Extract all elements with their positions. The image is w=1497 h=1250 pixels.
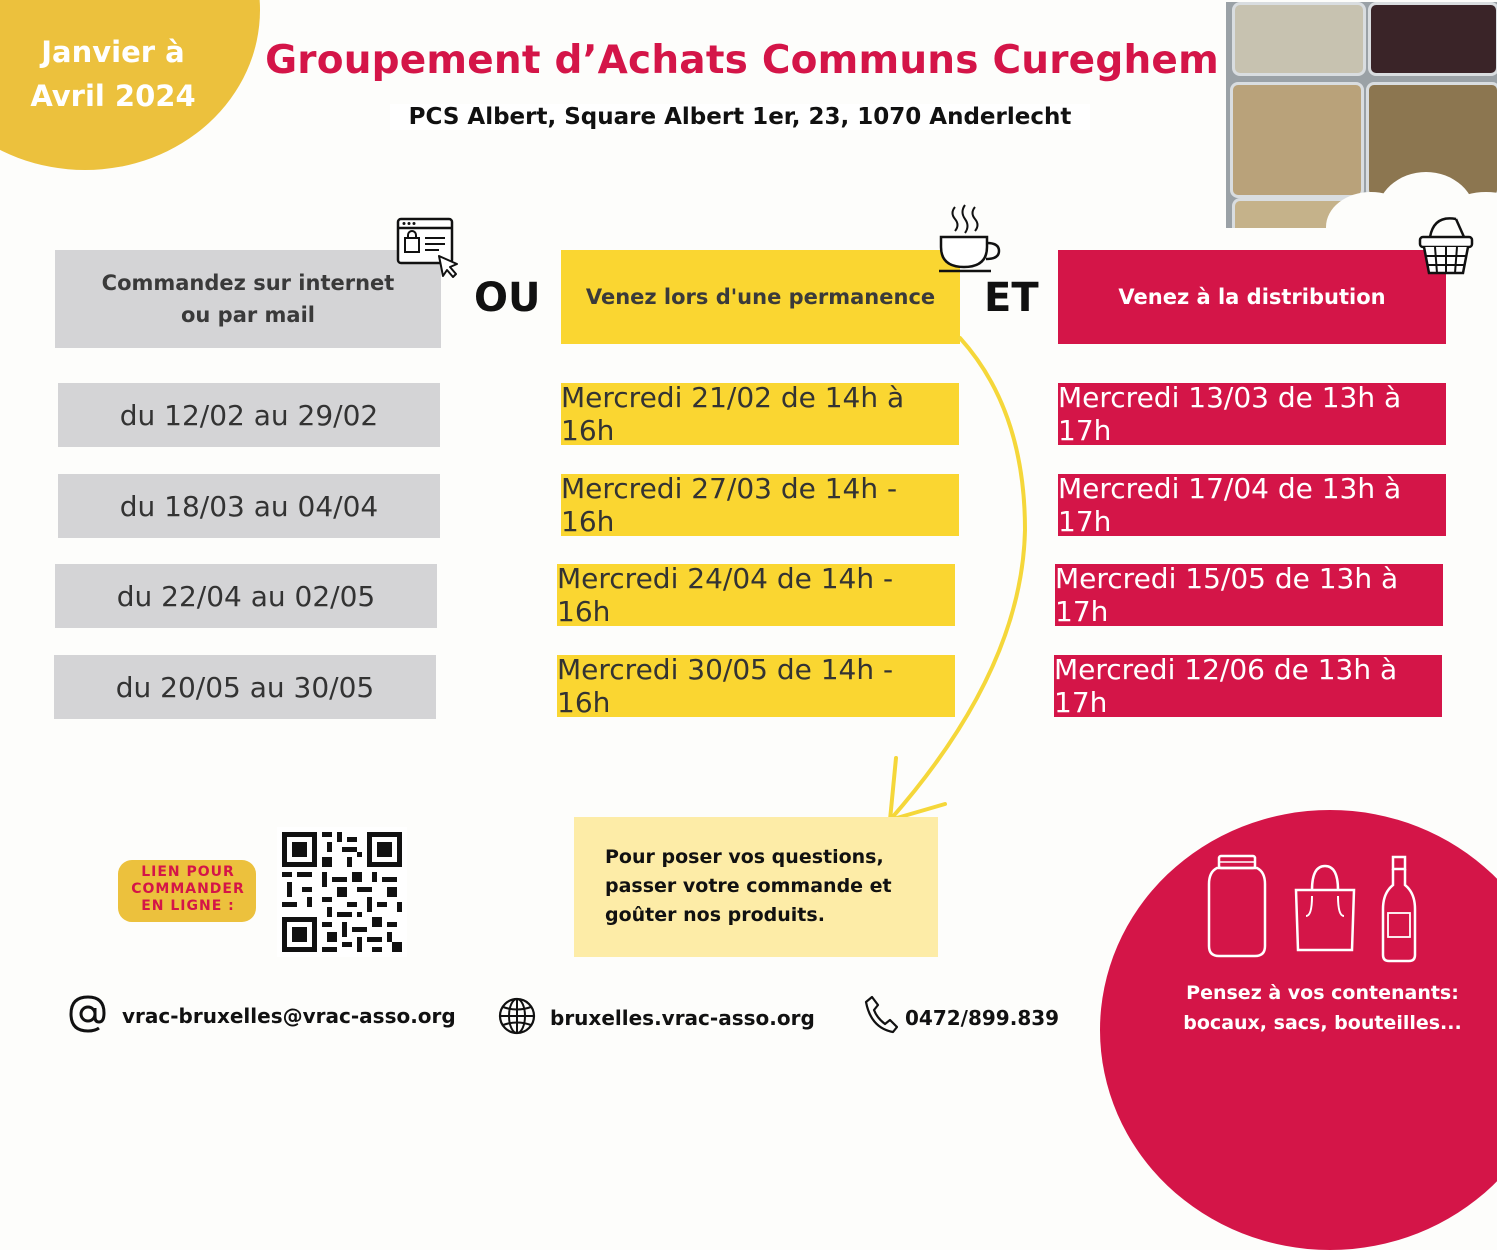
distribution-date-1: Mercredi 13/03 de 13h à 17h xyxy=(1058,383,1446,445)
distribution-date-2: Mercredi 17/04 de 13h à 17h xyxy=(1058,474,1446,536)
permanence-header: Venez lors d'une permanence xyxy=(561,250,960,344)
shopping-basket-icon xyxy=(1418,207,1476,283)
or-label: OU xyxy=(474,275,541,321)
permanence-date-4: Mercredi 30/05 de 14h - 16h xyxy=(557,655,955,717)
phone-icon xyxy=(864,994,898,1038)
online-date-4: du 20/05 au 30/05 xyxy=(54,655,436,719)
bulk-food-photo xyxy=(1226,2,1497,228)
email-link[interactable]: vrac-bruxelles@vrac-asso.org xyxy=(122,1004,456,1028)
online-date-1: du 12/02 au 29/02 xyxy=(58,383,440,447)
order-online-header: Commandez sur internet ou par mail xyxy=(55,250,441,348)
permanence-date-2: Mercredi 27/03 de 14h - 16h xyxy=(561,474,959,536)
bottle-icon xyxy=(1380,855,1418,969)
distribution-header: Venez à la distribution xyxy=(1058,250,1446,344)
permanence-date-1: Mercredi 21/02 de 14h à 16h xyxy=(561,383,959,445)
distribution-date-3: Mercredi 15/05 de 13h à 17h xyxy=(1055,564,1443,626)
and-label: ET xyxy=(984,275,1039,321)
at-icon xyxy=(68,994,108,1038)
online-shop-icon xyxy=(395,216,461,282)
jar-icon xyxy=(1205,852,1269,964)
page-title: Groupement d’Achats Communs Cureghem xyxy=(265,38,1219,83)
address: PCS Albert, Square Albert 1er, 23, 1070 Anderlecht xyxy=(390,104,1090,130)
order-link-label: LIEN POUR COMMANDER EN LIGNE : xyxy=(131,864,245,914)
bag-icon xyxy=(1290,862,1360,958)
note-text: Pour poser vos questions, passer votre commande et goûter nos produits. xyxy=(605,846,892,926)
online-date-2: du 18/03 au 04/04 xyxy=(58,474,440,538)
curved-arrow xyxy=(860,330,1050,850)
qr-code[interactable] xyxy=(277,827,407,957)
distribution-date-4: Mercredi 12/06 de 13h à 17h xyxy=(1054,655,1442,717)
phone-number[interactable]: 0472/899.839 xyxy=(905,1006,1060,1030)
period-label: Janvier à Avril 2024 xyxy=(30,35,196,113)
online-date-3: du 22/04 au 02/05 xyxy=(55,564,437,628)
website-link[interactable]: bruxelles.vrac-asso.org xyxy=(550,1006,815,1030)
coffee-cup-icon xyxy=(935,203,1005,279)
permanence-date-3: Mercredi 24/04 de 14h - 16h xyxy=(557,564,955,626)
globe-icon xyxy=(497,996,537,1040)
containers-text: Pensez à vos contenants: bocaux, sacs, bouteilles... xyxy=(1183,982,1462,1034)
